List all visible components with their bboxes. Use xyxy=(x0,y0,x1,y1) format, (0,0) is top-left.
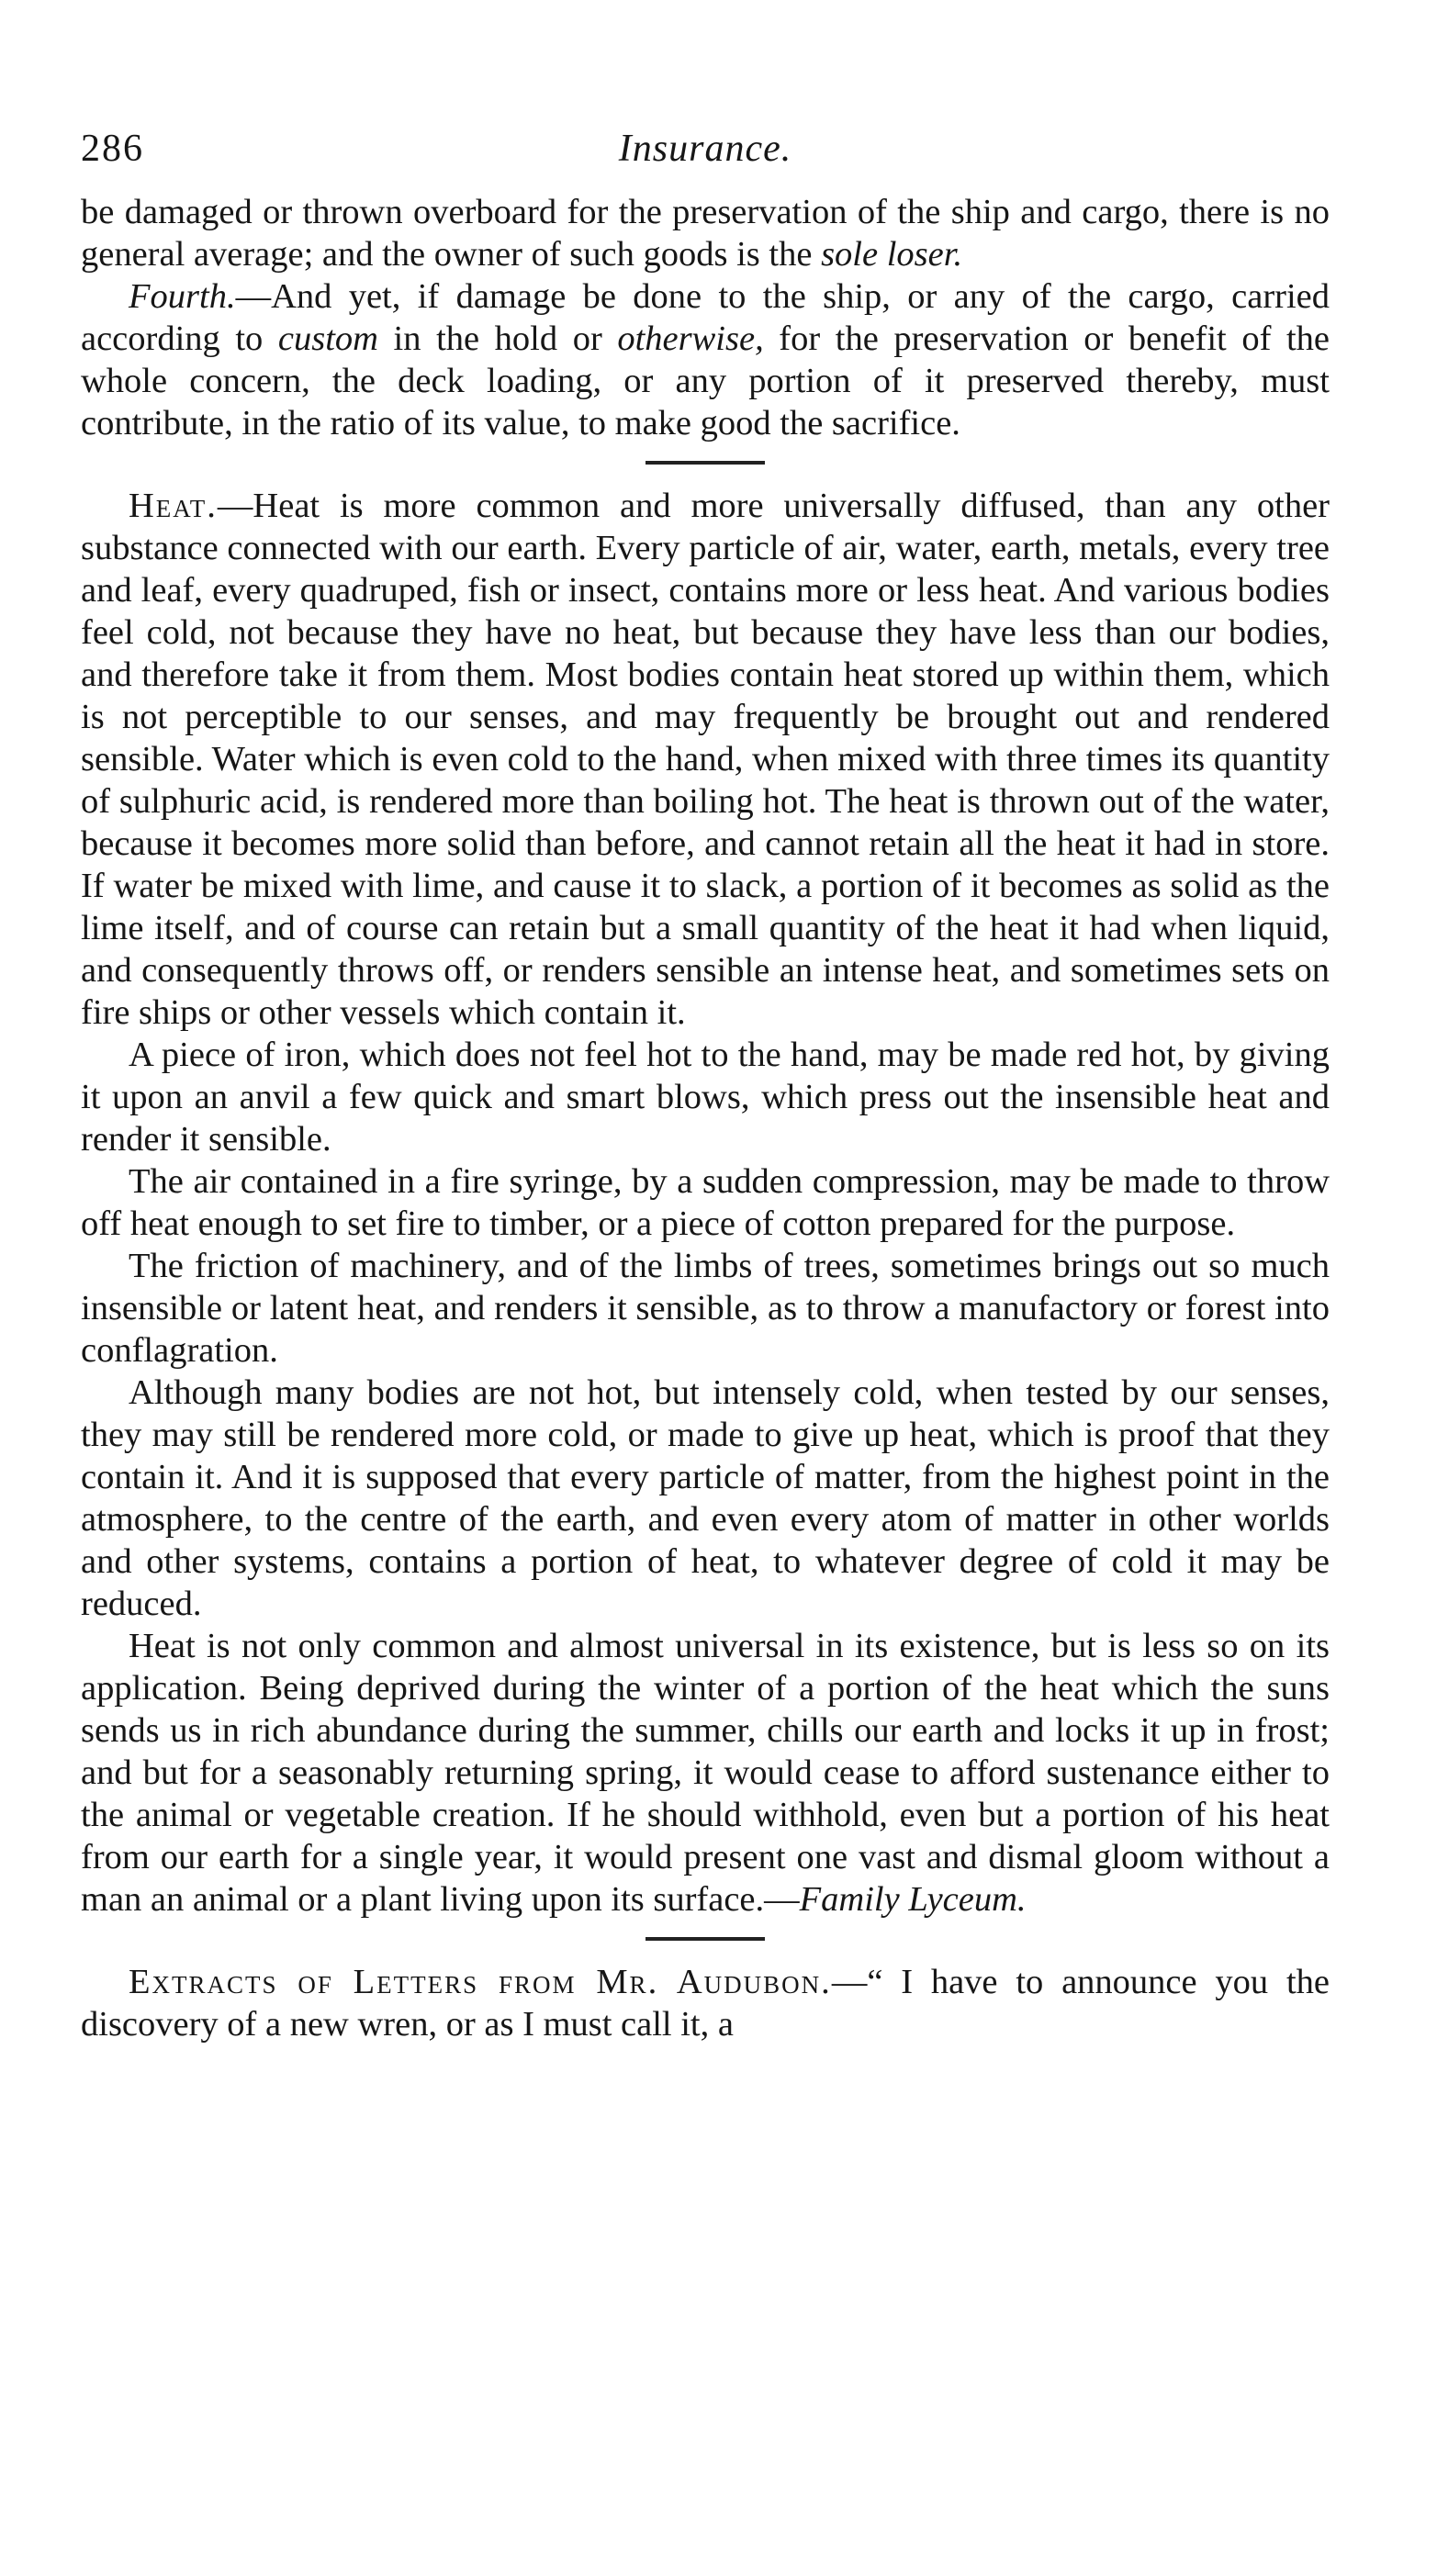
source-citation: Family Lyceum. xyxy=(799,1880,1027,1919)
heat-paragraph-6: Heat is not only common and almost universal in its existence, but is less so on its application. Being deprived during the winter of a portion of the heat which the suns sends us in rich abundance during the summer, chills our earth and locks it up in frost; and but for a seasonably returning spring, it would cease to afford sustenance either to the animal or vegetable creation. If he should withhold, even but a portion of his heat from our earth for a single year, it would present one vast and dismal gloom without a man an animal or a plant living upon its surface.—Family Lyceum. xyxy=(81,1627,1330,1919)
heat-paragraph-5: Although many bodies are not hot, but intensely cold, when tested by our senses, they may still be rendered more cold, or made to give up heat, which is proof that they contain it. And it is supposed that every particle of matter, from the highest point in the atmosphere, to the centre of the earth, and even every atom of matter in other worlds and other systems, contains a portion of heat, to whatever degree of cold it may be reduced. xyxy=(81,1373,1330,1623)
heat-paragraph-2: A piece of iron, which does not feel hot to the hand, may be made red hot, by giving it upon an anvil a few quick and smart blows, which press out the insensible heat and render it sensible. xyxy=(81,1036,1330,1159)
section-divider xyxy=(646,461,765,465)
running-title: Insurance. xyxy=(618,128,792,170)
book-page xyxy=(81,127,1330,2045)
insurance-paragraph-2: Fourth.—And yet, if damage be done to the ship, or any of the cargo, carried according to custom in the hold or otherwise, for the preservation or benefit of the whole concern, the deck loading, or any portion of it preserved thereby, must contribute, in the ratio of its value, to make good the sacrifice. xyxy=(81,277,1330,442)
insurance-paragraph-1: be damaged or thrown overboard for the preservation of the ship and cargo, there is no general average; and the owner of such goods is the sole loser. xyxy=(81,193,1330,274)
heat-paragraph-3: The air contained in a fire syringe, by a sudden compression, may be made to throw off heat enough to set fire to timber, or a piece of cotton prepared for the purpose. xyxy=(81,1162,1330,1243)
section-divider xyxy=(646,1937,765,1941)
heat-heading: Heat. xyxy=(129,487,218,525)
audubon-heading: Extracts of Letters from Mr. Audubon. xyxy=(129,1963,832,2001)
heat-paragraph-4: The friction of machinery, and of the limbs of trees, sometimes brings out so much insensible or latent heat, and renders it sensible, as to throw a manufactory or forest into conflagration. xyxy=(81,1247,1330,1370)
page-number: 286 xyxy=(81,128,144,170)
body-text xyxy=(81,191,1330,2045)
audubon-paragraph: Extracts of Letters from Mr. Audubon.—“ I have to announce you the discovery of a new wren, or as I must call it, a xyxy=(81,1963,1330,2044)
running-head xyxy=(81,127,1330,191)
heat-paragraph-1: Heat.—Heat is more common and more universally diffused, than any other substance connected with our earth. Every particle of air, water, earth, metals, every tree and leaf, every quadruped, fish or insect, contains more or less heat. And various bodies feel cold, not because they have no heat, but because they have less than our bodies, and therefore take it from them. Most bodies contain heat stored up within them, which is not perceptible to our senses, and may frequently be brought out and rendered sensible. Water which is even cold to the hand, when mixed with three times its quantity of sulphuric acid, is rendered more than boiling hot. The heat is thrown out of the water, because it becomes more solid than before, and cannot retain all the heat it had in store. If water be mixed with lime, and cause it to slack, a portion of it becomes as solid as the lime itself, and of course can retain but a small quantity of the heat it had when liquid, and consequently throws off, or renders sensible an intense heat, and sometimes sets on fire ships or other vessels which contain it. xyxy=(81,487,1330,1032)
